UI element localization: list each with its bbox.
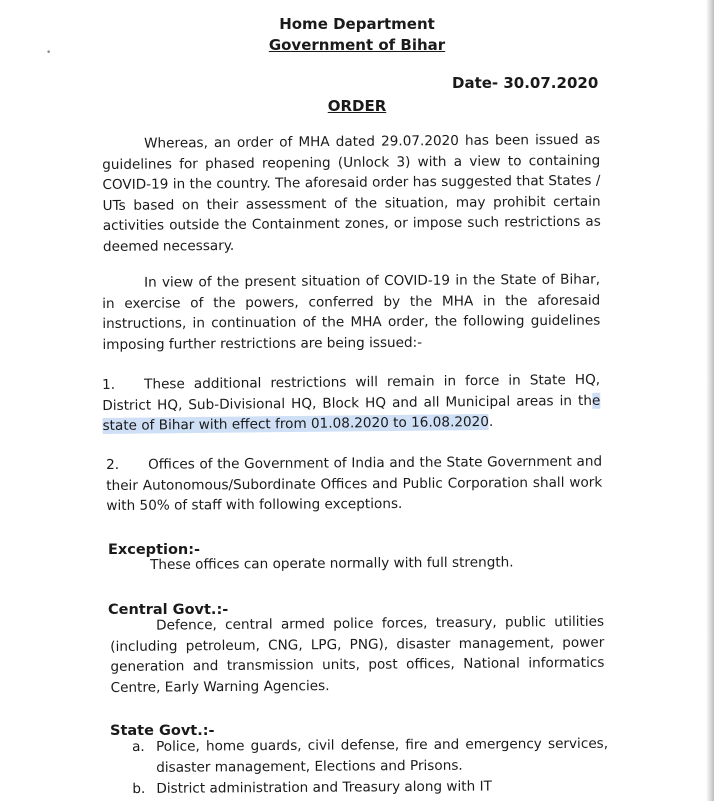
state-govt-list <box>132 734 608 800</box>
page-edge-shadow <box>706 0 714 801</box>
point-1-end: . <box>488 414 494 431</box>
point-2-text: Offices of the Government of India and the State Government and their Autonomous/Subordinate Offices and Public Corporation shall work with 50% of staff with following exceptions. <box>106 453 603 515</box>
paragraph-view: In view of the present situation of COVID-19 in the State of Bihar, in exercise of the powers, conferred by the MHA in the aforesaid instructions, in continuation of the MHA order, the following guidelines imposing further restrictions are being issued:- <box>102 271 601 353</box>
point-1 <box>102 370 601 437</box>
central-govt-heading: Central Govt.:- <box>108 602 229 618</box>
list-item-label: b. <box>132 780 146 797</box>
scan-speck: • <box>46 48 52 58</box>
point-2 <box>106 452 602 517</box>
government-name: Government of Bihar <box>268 36 446 54</box>
point-1-highlighted-text[interactable]: e state of Bihar with effect from 01.08.2020 to 16.08.2020 <box>102 392 601 435</box>
point-1-number: 1. <box>102 376 116 393</box>
list-item-text: Police, home guards, civil defense, fire and emergency services, disaster management, Elections and Prisons. <box>156 735 609 776</box>
paragraph-whereas: Whereas, an order of MHA dated 29.07.2020 has been issued as guidelines for phased reopening (Unlock 3) with a view to containing COVID-19 in the country. The aforesaid order has suggested that States / UTs based on their assessment of the situation, may prohibit certain activities outside the Containment zones, or impose such restrictions as deemed necessary. <box>102 131 601 255</box>
list-item-text: District administration and Treasury along with IT <box>156 778 492 797</box>
point-2-number: 2. <box>106 456 120 473</box>
list-item <box>132 734 608 779</box>
order-title: ORDER <box>327 97 387 115</box>
exception-heading: Exception:- <box>108 542 201 558</box>
exception-text: These offices can operate normally with full strength. <box>150 554 514 573</box>
state-govt-heading: State Govt.:- <box>110 723 215 739</box>
list-item <box>132 776 608 800</box>
point-1-text: These additional restrictions will remain in force in State HQ, District HQ, Sub-Divisional HQ, Block HQ and all Municipal areas in th <box>102 371 601 414</box>
department-name: Home Department <box>279 15 435 33</box>
order-date: Date- 30.07.2020 <box>452 74 599 92</box>
central-govt-text: Defence, central armed police forces, treasury, public utilities (including petroleum, CNG, LPG, PNG), disaster management, power generation and transmission units, post offices, National informatics Centre, Early Warning Agencies. <box>110 613 605 696</box>
list-item-label: a. <box>132 738 145 755</box>
